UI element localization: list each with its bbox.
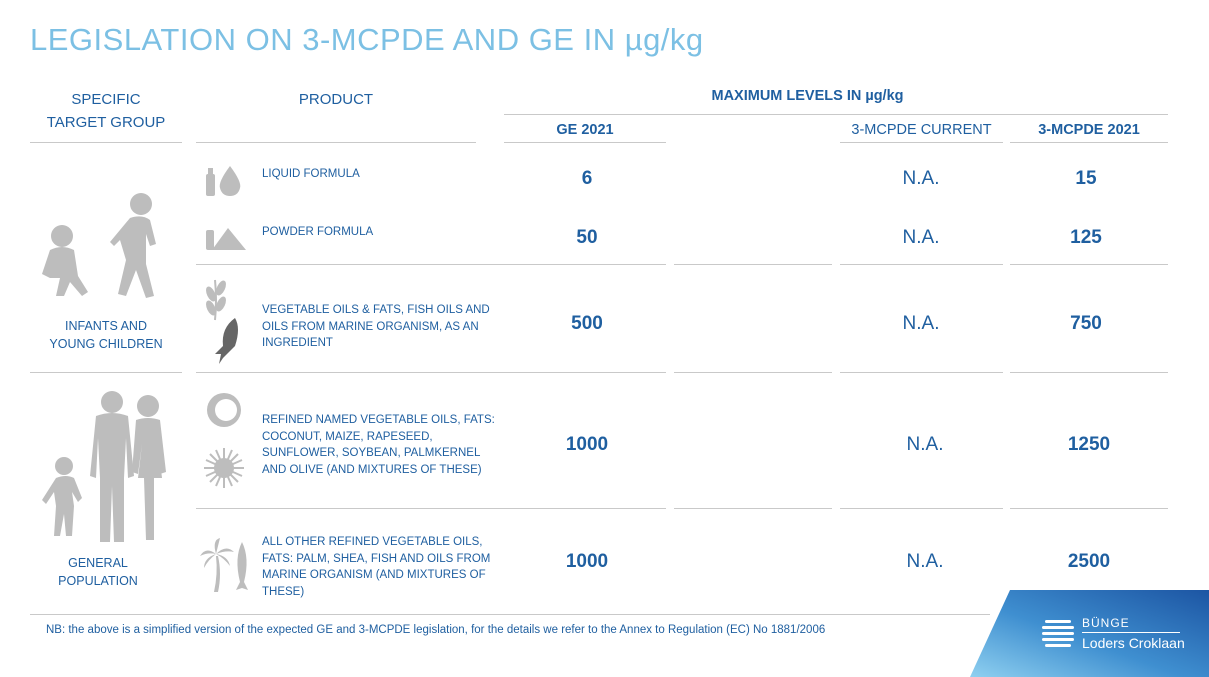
divider xyxy=(840,508,1003,509)
divider xyxy=(674,372,832,373)
mcpde-current-cell: N.A. xyxy=(902,227,940,248)
footer-divider xyxy=(30,614,990,615)
bunge-logo-icon xyxy=(1042,617,1074,649)
divider xyxy=(1010,142,1168,143)
divider xyxy=(840,264,1003,265)
mcpde-current-cell: N.A. xyxy=(902,313,940,334)
divider xyxy=(1010,372,1168,373)
header-max-levels: MAXIMUM LEVELS IN µg/kg xyxy=(711,88,904,104)
ge-2021-cell: 1000 xyxy=(565,434,609,455)
divider xyxy=(30,142,182,143)
mcpde-2021-cell: 2500 xyxy=(1067,551,1111,572)
product-cell: POWDER FORMULA xyxy=(262,226,374,238)
product-cell: REFINED NAMED VEGETABLE OILS, FATS: COCONUT, MAIZE, RAPESEED, SUNFLOWER, SOYBEAN, PALMKERNEL AND OLIVE (AND MIXTURES OF THESE) xyxy=(262,414,495,476)
divider xyxy=(504,142,666,143)
milk-drop-icon xyxy=(204,162,244,198)
divider xyxy=(840,372,1003,373)
mcpde-2021-cell: 125 xyxy=(1070,227,1102,248)
header-divider xyxy=(504,114,1168,115)
powder-icon xyxy=(204,220,248,252)
ge-2021-cell: 6 xyxy=(581,168,593,189)
mcpde-current-cell: N.A. xyxy=(902,168,940,189)
ge-2021-cell: 500 xyxy=(571,313,603,334)
footnote: NB: the above is a simplified version of the expected GE and 3-MCPDE legislation, for the details we refer to the Annex to Regulation (EC) No 1881/2006 xyxy=(46,624,826,636)
divider xyxy=(674,264,832,265)
brand-banner xyxy=(970,590,1209,677)
product-cell: LIQUID FORMULA xyxy=(262,168,360,180)
infants-children-icon xyxy=(38,190,163,305)
group-label-general: GENERAL POPULATION xyxy=(58,556,138,588)
divider xyxy=(196,142,476,143)
ge-2021-cell: 50 xyxy=(576,227,598,248)
divider xyxy=(196,372,666,373)
plant-fish-icon xyxy=(205,276,241,366)
divider xyxy=(1010,508,1168,509)
product-cell: VEGETABLE OILS & FATS, FISH OILS AND OILS FROM MARINE ORGANISM, AS AN INGREDIENT xyxy=(262,304,490,349)
divider xyxy=(30,372,182,373)
header-3mcpde-2021: 3-MCPDE 2021 xyxy=(1038,122,1140,138)
product-cell: ALL OTHER REFINED VEGETABLE OILS, FATS: PALM, SHEA, FISH AND OILS FROM MARINE ORGANISM (AND MIXTURES OF THESE) xyxy=(262,536,491,598)
divider xyxy=(196,508,666,509)
mcpde-current-cell: N.A. xyxy=(906,434,944,455)
mcpde-2021-cell: 15 xyxy=(1075,168,1097,189)
divider xyxy=(840,142,1003,143)
mcpde-current-cell: N.A. xyxy=(906,551,944,572)
ge-2021-cell: 1000 xyxy=(565,551,609,572)
group-label-infants: INFANTS AND YOUNG CHILDREN xyxy=(49,319,163,351)
mcpde-2021-cell: 1250 xyxy=(1067,434,1111,455)
mcpde-2021-cell: 750 xyxy=(1070,313,1102,334)
header-product: PRODUCT xyxy=(298,91,374,108)
brand-name: BÜNGE xyxy=(1082,616,1130,630)
brand-subname: Loders Croklaan xyxy=(1082,635,1185,651)
header-ge-2021: GE 2021 xyxy=(556,122,614,138)
palm-fish-icon xyxy=(200,538,252,594)
family-icon xyxy=(34,390,174,545)
coconut-sunflower-icon xyxy=(204,392,244,488)
page-title: LEGISLATION ON 3-MCPDE AND GE IN µg/kg xyxy=(30,22,704,57)
header-3mcpde-current: 3-MCPDE CURRENT xyxy=(851,122,992,138)
divider xyxy=(674,508,832,509)
divider xyxy=(1010,264,1168,265)
divider xyxy=(196,264,666,265)
brand-divider xyxy=(1082,632,1180,633)
header-target-group: SPECIFIC TARGET GROUP xyxy=(46,91,166,131)
